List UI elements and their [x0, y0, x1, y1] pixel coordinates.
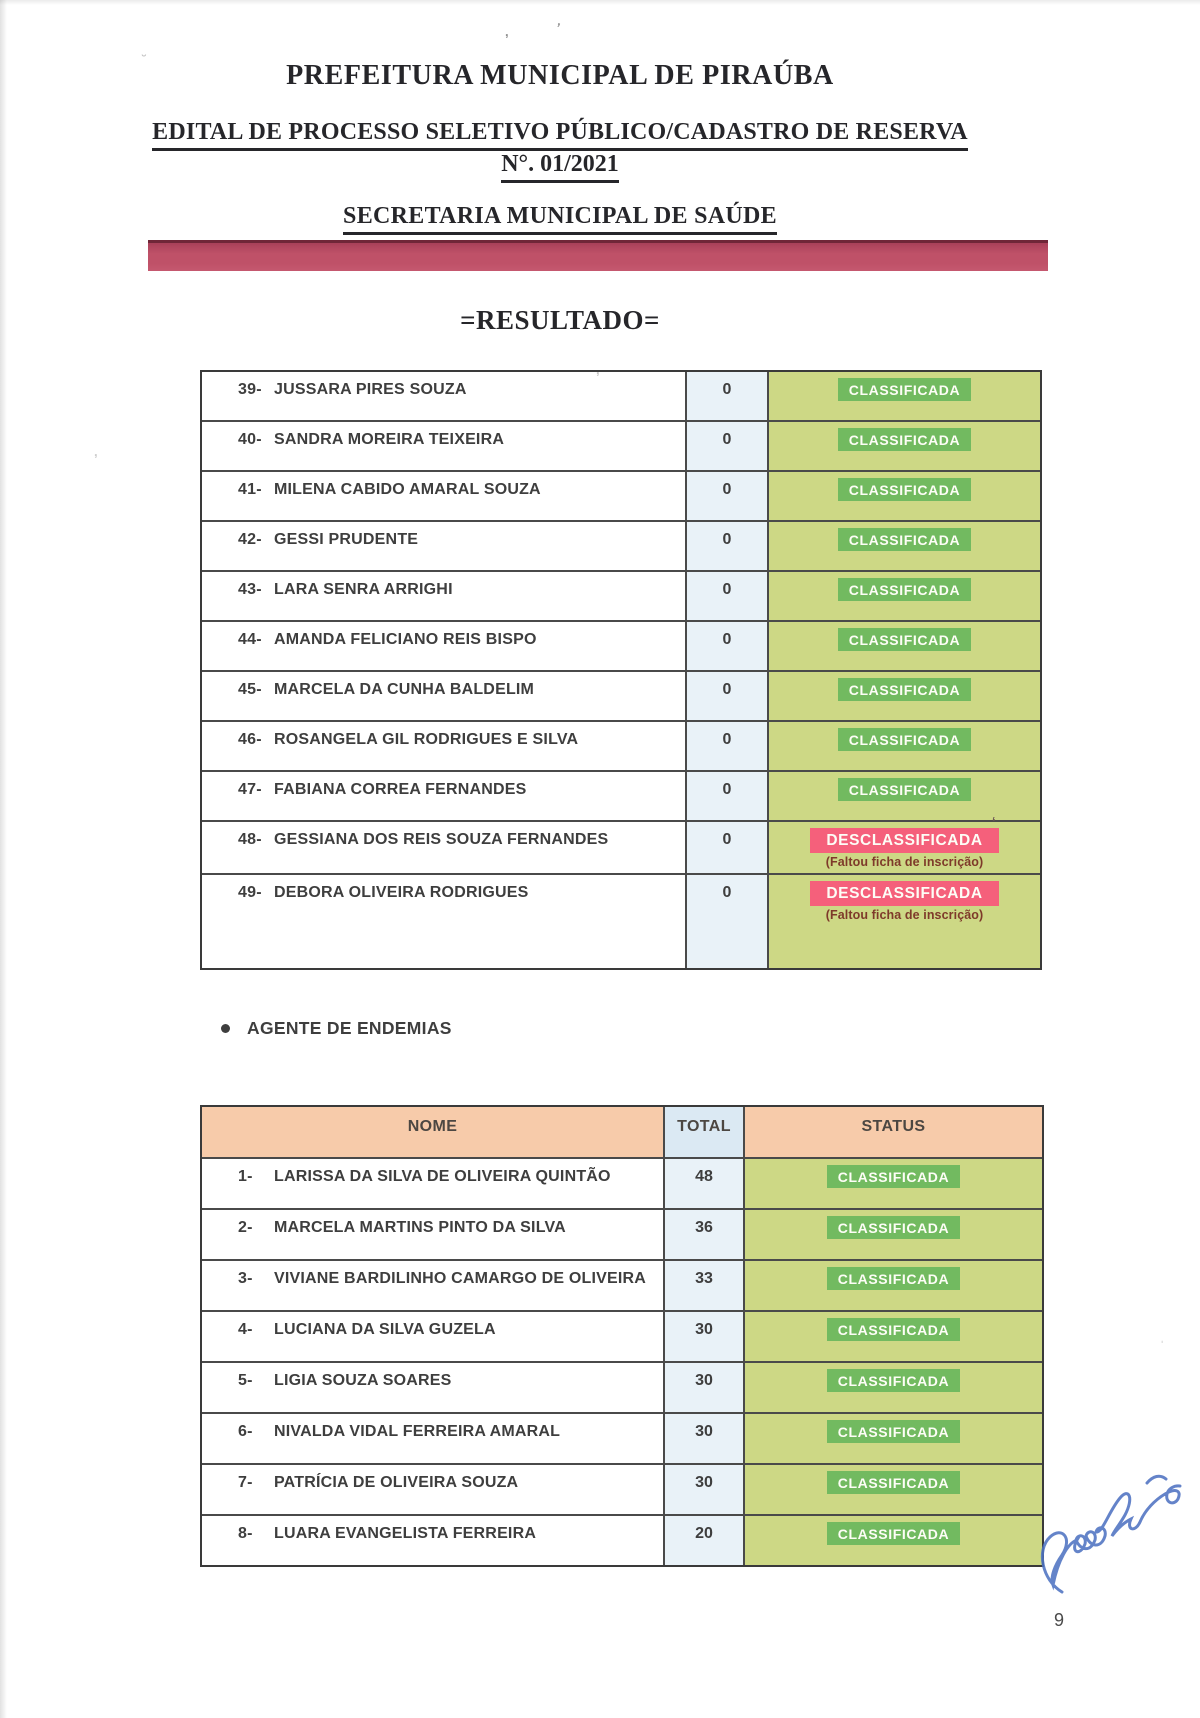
candidate-name: VIVIANE BARDILINHO CAMARGO DE OLIVEIRA [274, 1270, 647, 1287]
column-header-nome: NOME [202, 1107, 665, 1157]
total-cell: 20 [665, 1516, 745, 1565]
scan-speck: ‘ [992, 814, 996, 829]
total-cell: 48 [665, 1159, 745, 1208]
status-cell [745, 1159, 1042, 1208]
status-badge: DESCLASSIFICADA [810, 881, 998, 906]
table-row [202, 1514, 1042, 1565]
status-cell [769, 672, 1040, 720]
total-cell: 0 [687, 522, 769, 570]
status-badge: CLASSIFICADA [827, 1471, 960, 1494]
candidate-cell [202, 522, 687, 570]
candidate-cell [202, 672, 687, 720]
table-row [202, 720, 1040, 770]
results-table-endemias [200, 1105, 1044, 1567]
status-cell [745, 1465, 1042, 1514]
status-badge: CLASSIFICADA [838, 578, 971, 601]
status-cell [769, 722, 1040, 770]
status-cell [769, 372, 1040, 420]
status-cell [769, 572, 1040, 620]
row-number: 45- [238, 681, 262, 698]
status-cell [745, 1516, 1042, 1565]
total-cell: 30 [665, 1312, 745, 1361]
candidate-name: PATRÍCIA DE OLIVEIRA SOUZA [274, 1474, 519, 1491]
candidate-name: MARCELA MARTINS PINTO DA SILVA [274, 1219, 566, 1236]
status-cell [769, 772, 1040, 820]
disqualified-note: (Faltou ficha de inscrição) [825, 907, 984, 922]
total-cell: 0 [687, 622, 769, 670]
status-badge: CLASSIFICADA [838, 678, 971, 701]
status-badge: CLASSIFICADA [838, 628, 971, 651]
table-row [202, 1361, 1042, 1412]
row-number: 47- [238, 781, 262, 798]
candidate-name: MILENA CABIDO AMARAL SOUZA [274, 481, 541, 498]
section-heading-agente-de-endemias [221, 1018, 452, 1039]
status-cell [745, 1363, 1042, 1412]
scan-speck: ˘ [142, 52, 147, 67]
handwritten-signature [1028, 1438, 1200, 1610]
candidate-cell [202, 822, 687, 873]
department-heading-text: SECRETARIA MUNICIPAL DE SAÚDE [343, 203, 777, 235]
table-row [202, 1463, 1042, 1514]
candidate-cell [202, 472, 687, 520]
status-badge: CLASSIFICADA [827, 1216, 960, 1239]
total-cell: 33 [665, 1261, 745, 1310]
table-row [202, 1208, 1042, 1259]
status-badge: CLASSIFICADA [838, 528, 971, 551]
candidate-cell [202, 422, 687, 470]
total-cell: 0 [687, 372, 769, 420]
total-cell: 0 [687, 822, 769, 873]
edital-heading [0, 119, 1120, 151]
total-cell: 0 [687, 472, 769, 520]
section-heading-label: AGENTE DE ENDEMIAS [247, 1018, 452, 1038]
status-badge: CLASSIFICADA [838, 378, 971, 401]
scan-speck: , [505, 24, 509, 39]
candidate-cell [202, 1261, 665, 1310]
status-badge: CLASSIFICADA [838, 778, 971, 801]
status-badge: CLASSIFICADA [838, 478, 971, 501]
status-cell [745, 1414, 1042, 1463]
total-cell: 0 [687, 722, 769, 770]
status-badge: CLASSIFICADA [827, 1522, 960, 1545]
table-row [202, 620, 1040, 670]
table-row [202, 1310, 1042, 1361]
status-cell [769, 875, 1040, 968]
candidate-name: JUSSARA PIRES SOUZA [274, 381, 467, 398]
candidate-name: GESSIANA DOS REIS SOUZA FERNANDES [274, 831, 609, 848]
row-number: 43- [238, 581, 262, 598]
table-body [202, 1159, 1042, 1565]
candidate-cell [202, 1363, 665, 1412]
table-row [202, 470, 1040, 520]
table-row [202, 1159, 1042, 1208]
status-badge: CLASSIFICADA [838, 728, 971, 751]
table-row [202, 873, 1040, 968]
scan-speck: , [596, 362, 600, 377]
total-cell: 0 [687, 875, 769, 968]
candidate-cell [202, 722, 687, 770]
status-badge: DESCLASSIFICADA [810, 828, 998, 853]
column-header-status: STATUS [745, 1107, 1042, 1157]
row-number: 8- [238, 1525, 253, 1542]
candidate-name: LUARA EVANGELISTA FERREIRA [274, 1525, 537, 1542]
status-cell [745, 1210, 1042, 1259]
status-badge: CLASSIFICADA [827, 1267, 960, 1290]
page-number: 9 [1053, 1610, 1064, 1630]
status-cell [769, 622, 1040, 670]
status-badge: CLASSIFICADA [827, 1420, 960, 1443]
candidate-cell [202, 1516, 665, 1565]
candidate-cell [202, 1414, 665, 1463]
total-cell: 30 [665, 1465, 745, 1514]
candidate-cell [202, 572, 687, 620]
table-header-row [202, 1107, 1042, 1159]
status-cell [745, 1261, 1042, 1310]
status-cell [769, 422, 1040, 470]
candidate-name: FABIANA CORREA FERNANDES [274, 781, 527, 798]
candidate-name: NIVALDA VIDAL FERREIRA AMARAL [274, 1423, 561, 1440]
table-row [202, 820, 1040, 873]
candidate-name: ROSANGELA GIL RODRIGUES E SILVA [274, 731, 579, 748]
document-title: PREFEITURA MUNICIPAL DE PIRAÚBA [286, 60, 834, 91]
department-heading [0, 203, 1120, 235]
row-number: 5- [238, 1372, 253, 1389]
scan-speck: ˈ [1160, 1338, 1165, 1353]
row-number: 7- [238, 1474, 253, 1491]
status-cell [769, 522, 1040, 570]
table-row [202, 420, 1040, 470]
candidate-name: MARCELA DA CUNHA BALDELIM [274, 681, 535, 698]
column-header-total: TOTAL [665, 1107, 745, 1157]
status-badge: CLASSIFICADA [827, 1165, 960, 1188]
results-table-continued [200, 370, 1042, 970]
row-number: 40- [238, 431, 262, 448]
status-cell [769, 822, 1040, 873]
row-number: 6- [238, 1423, 253, 1440]
candidate-name: DEBORA OLIVEIRA RODRIGUES [274, 884, 529, 901]
result-heading: =RESULTADO= [460, 305, 660, 335]
status-badge: CLASSIFICADA [827, 1318, 960, 1341]
table-row [202, 1412, 1042, 1463]
row-number: 42- [238, 531, 262, 548]
candidate-name: GESSI PRUDENTE [274, 531, 419, 548]
edital-number [0, 151, 1120, 183]
candidate-name: LUCIANA DA SILVA GUZELA [274, 1321, 496, 1338]
candidate-cell [202, 875, 687, 968]
row-number: 48- [238, 831, 262, 848]
maroon-divider-bar [148, 240, 1048, 271]
candidate-cell [202, 1312, 665, 1361]
table-row [202, 372, 1040, 420]
row-number: 1- [238, 1168, 253, 1185]
total-cell: 0 [687, 572, 769, 620]
bullet-icon [221, 1024, 230, 1033]
status-cell [769, 472, 1040, 520]
candidate-cell [202, 1465, 665, 1514]
total-cell: 0 [687, 772, 769, 820]
candidate-name: LARISSA DA SILVA DE OLIVEIRA QUINTÃO [274, 1168, 611, 1185]
total-cell: 30 [665, 1363, 745, 1412]
scan-speck: ’ [553, 19, 562, 36]
row-number: 46- [238, 731, 262, 748]
row-number: 39- [238, 381, 262, 398]
row-number: 49- [238, 884, 262, 901]
status-badge: CLASSIFICADA [838, 428, 971, 451]
total-cell: 0 [687, 422, 769, 470]
table-row [202, 570, 1040, 620]
candidate-cell [202, 1159, 665, 1208]
row-number: 41- [238, 481, 262, 498]
status-badge: CLASSIFICADA [827, 1369, 960, 1392]
status-cell [745, 1312, 1042, 1361]
candidate-cell [202, 622, 687, 670]
candidate-cell [202, 1210, 665, 1259]
total-cell: 0 [687, 672, 769, 720]
scan-speck: , [94, 444, 98, 459]
table-row [202, 670, 1040, 720]
candidate-name: LIGIA SOUZA SOARES [274, 1372, 452, 1389]
total-cell: 36 [665, 1210, 745, 1259]
row-number: 2- [238, 1219, 253, 1236]
row-number: 3- [238, 1270, 253, 1287]
candidate-name: AMANDA FELICIANO REIS BISPO [274, 631, 537, 648]
candidate-name: LARA SENRA ARRIGHI [274, 581, 453, 598]
total-cell: 30 [665, 1414, 745, 1463]
edital-number-text: N°. 01/2021 [501, 151, 619, 183]
table-row [202, 770, 1040, 820]
candidate-cell [202, 772, 687, 820]
candidate-cell [202, 372, 687, 420]
table-row [202, 520, 1040, 570]
table-row [202, 1259, 1042, 1310]
row-number: 4- [238, 1321, 253, 1338]
edital-heading-text: EDITAL DE PROCESSO SELETIVO PÚBLICO/CADASTRO DE RESERVA [152, 119, 968, 151]
row-number: 44- [238, 631, 262, 648]
candidate-name: SANDRA MOREIRA TEIXEIRA [274, 431, 505, 448]
disqualified-note: (Faltou ficha de inscrição) [825, 854, 984, 869]
